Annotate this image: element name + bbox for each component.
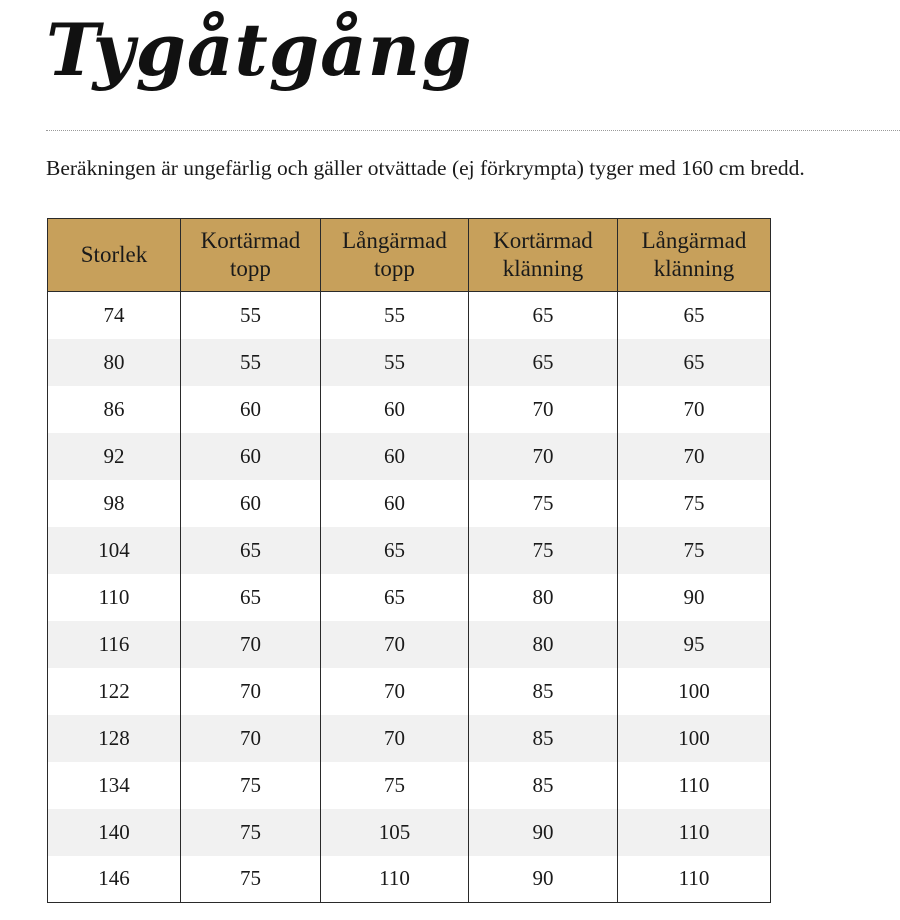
short-sleeve-top-cell: 60	[181, 433, 321, 480]
short-sleeve-top-cell: 55	[181, 292, 321, 339]
long-sleeve-top-cell: 105	[321, 809, 469, 856]
short-sleeve-top-cell: 75	[181, 762, 321, 809]
size-cell: 80	[48, 339, 181, 386]
long-sleeve-top-cell: 55	[321, 339, 469, 386]
short-sleeve-dress-cell: 70	[469, 433, 618, 480]
table-row	[48, 386, 771, 433]
long-sleeve-top-cell: 110	[321, 856, 469, 903]
size-cell: 86	[48, 386, 181, 433]
long-sleeve-dress-cell: 110	[618, 809, 771, 856]
long-sleeve-top-cell: 60	[321, 433, 469, 480]
size-cell: 98	[48, 480, 181, 527]
table-body	[48, 292, 771, 903]
col-header-long-sleeve-dress: Långärmad klänning	[618, 219, 771, 292]
long-sleeve-dress-cell: 75	[618, 480, 771, 527]
short-sleeve-top-cell: 70	[181, 668, 321, 715]
col-header-short-sleeve-dress: Kortärmad klänning	[469, 219, 618, 292]
short-sleeve-dress-cell: 75	[469, 480, 618, 527]
table-row	[48, 339, 771, 386]
size-cell: 92	[48, 433, 181, 480]
short-sleeve-top-cell: 70	[181, 715, 321, 762]
short-sleeve-dress-cell: 90	[469, 856, 618, 903]
long-sleeve-dress-cell: 65	[618, 339, 771, 386]
page-subtitle: Beräkningen är ungefärlig och gäller otvättade (ej förkrympta) tyger med 160 cm bredd.	[46, 156, 805, 180]
long-sleeve-top-cell: 60	[321, 386, 469, 433]
size-cell: 140	[48, 809, 181, 856]
col-header-long-sleeve-top: Långärmad topp	[321, 219, 469, 292]
col-header-size: Storlek	[48, 219, 181, 292]
size-cell: 74	[48, 292, 181, 339]
table-row	[48, 762, 771, 809]
short-sleeve-top-cell: 65	[181, 574, 321, 621]
table-row	[48, 856, 771, 903]
long-sleeve-top-cell: 70	[321, 621, 469, 668]
short-sleeve-dress-cell: 85	[469, 715, 618, 762]
page-title: Tygåtgång	[46, 7, 473, 92]
long-sleeve-top-cell: 55	[321, 292, 469, 339]
long-sleeve-dress-cell: 100	[618, 668, 771, 715]
long-sleeve-dress-cell: 70	[618, 433, 771, 480]
table-header	[48, 219, 771, 292]
long-sleeve-top-cell: 70	[321, 668, 469, 715]
long-sleeve-top-cell: 65	[321, 574, 469, 621]
table-row	[48, 574, 771, 621]
table-header-row	[48, 219, 771, 292]
short-sleeve-dress-cell: 85	[469, 668, 618, 715]
col-header-short-sleeve-top: Kortärmad topp	[181, 219, 321, 292]
long-sleeve-top-cell: 70	[321, 715, 469, 762]
short-sleeve-dress-cell: 90	[469, 809, 618, 856]
short-sleeve-dress-cell: 85	[469, 762, 618, 809]
table-row	[48, 809, 771, 856]
long-sleeve-top-cell: 60	[321, 480, 469, 527]
short-sleeve-top-cell: 70	[181, 621, 321, 668]
size-cell: 122	[48, 668, 181, 715]
short-sleeve-dress-cell: 80	[469, 574, 618, 621]
table-row	[48, 433, 771, 480]
table-row	[48, 527, 771, 574]
short-sleeve-dress-cell: 80	[469, 621, 618, 668]
size-cell: 134	[48, 762, 181, 809]
short-sleeve-dress-cell: 65	[469, 339, 618, 386]
size-cell: 116	[48, 621, 181, 668]
size-cell: 128	[48, 715, 181, 762]
short-sleeve-top-cell: 65	[181, 527, 321, 574]
short-sleeve-dress-cell: 75	[469, 527, 618, 574]
long-sleeve-dress-cell: 110	[618, 856, 771, 903]
table-row	[48, 621, 771, 668]
short-sleeve-top-cell: 75	[181, 809, 321, 856]
long-sleeve-dress-cell: 70	[618, 386, 771, 433]
long-sleeve-top-cell: 65	[321, 527, 469, 574]
short-sleeve-top-cell: 60	[181, 480, 321, 527]
size-cell: 104	[48, 527, 181, 574]
table-row	[48, 292, 771, 339]
short-sleeve-top-cell: 60	[181, 386, 321, 433]
short-sleeve-dress-cell: 70	[469, 386, 618, 433]
size-cell: 146	[48, 856, 181, 903]
long-sleeve-dress-cell: 75	[618, 527, 771, 574]
long-sleeve-dress-cell: 110	[618, 762, 771, 809]
table-row	[48, 715, 771, 762]
fabric-requirement-table	[47, 218, 771, 903]
long-sleeve-dress-cell: 95	[618, 621, 771, 668]
title-divider	[46, 130, 900, 131]
long-sleeve-dress-cell: 100	[618, 715, 771, 762]
long-sleeve-top-cell: 75	[321, 762, 469, 809]
short-sleeve-top-cell: 55	[181, 339, 321, 386]
size-cell: 110	[48, 574, 181, 621]
short-sleeve-top-cell: 75	[181, 856, 321, 903]
table-row	[48, 480, 771, 527]
short-sleeve-dress-cell: 65	[469, 292, 618, 339]
table-row	[48, 668, 771, 715]
long-sleeve-dress-cell: 65	[618, 292, 771, 339]
long-sleeve-dress-cell: 90	[618, 574, 771, 621]
